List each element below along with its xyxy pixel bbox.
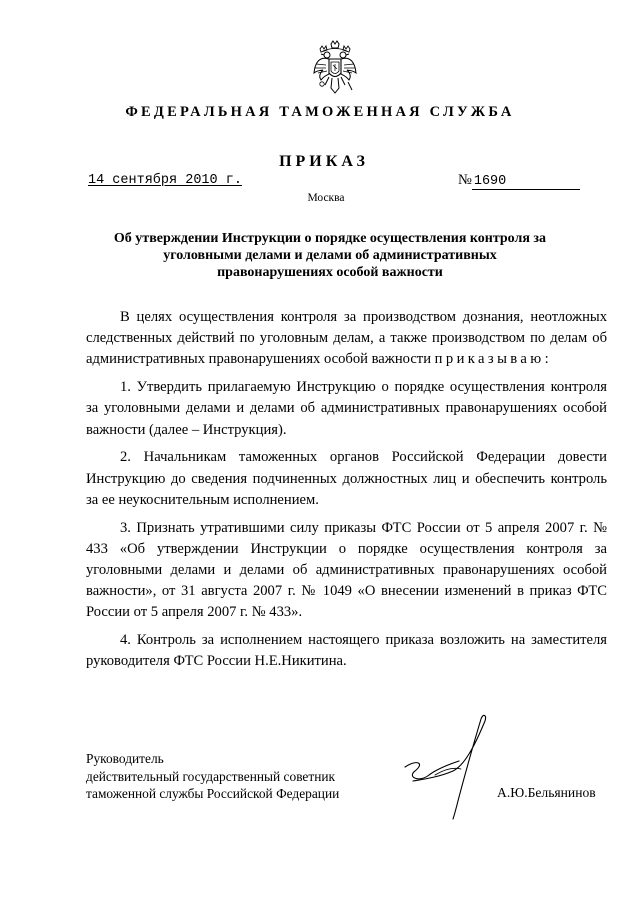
order-item-3: 3. Признать утратившими силу приказы ФТС России от 5 апреля 2007 г. № 433 «Об утверждении Инструкции о порядке осуществления контроля за уголовными делами и делами об административных правонарушениях особой важности», от 31 августа 2007 г. № 1049 «О внесении изменений в приказ ФТС России от 5 апреля 2007 г. № 433». [86,519,607,621]
signatory-title-line: действительный государственный советник [86,768,336,784]
agency-name: ФЕДЕРАЛЬНАЯ ТАМОЖЕННАЯ СЛУЖБА [125,104,515,120]
signatory-title [86,750,339,803]
order-word: приказываю: [434,351,553,368]
order-date: 14 сентября 2010 г. [88,173,242,188]
order-subject: Об утверждении Инструкции о порядке осуществления контроля за уголовными делами и делами об административных правонарушениях особой важности [113,231,547,280]
city: Москва [307,192,345,204]
order-number [458,172,580,190]
number-sign: № [458,172,472,188]
signer-name: А.Ю.Бельянинов [497,785,596,800]
preamble-paragraph [86,307,607,371]
coat-of-arms-icon [312,40,358,96]
document-type: ПРИКАЗ [279,153,369,170]
order-item-4: 4. Контроль за исполнением настоящего приказа возложить на заместителя руководителя ФТС России Н.Е.Никитина. [86,632,607,670]
order-item-2: 2. Начальникам таможенных органов Российской Федерации довести Инструкцию до сведения подчиненных должностных лиц и обеспечить контроль за ее неукоснительным исполнением. [86,449,607,508]
signatory-title-line: таможенной службы Российской Федерации [86,786,340,801]
order-number-value: 1690 [472,174,580,190]
signatory-title-line: Руководитель [86,751,164,766]
preamble-text: В целях осуществления контроля за производством дознания, неотложных следственных действий по уголовным делам, а также производством по делам об административных правонарушениях особой важности [86,309,607,368]
order-item-1: 1. Утвердить прилагаемую Инструкцию о порядке осуществления контроля за уголовными делами и делами об административных правонарушениях особой важности (далее – Инструкция). [86,379,607,438]
handwritten-signature [395,705,505,825]
order-body [86,307,607,679]
